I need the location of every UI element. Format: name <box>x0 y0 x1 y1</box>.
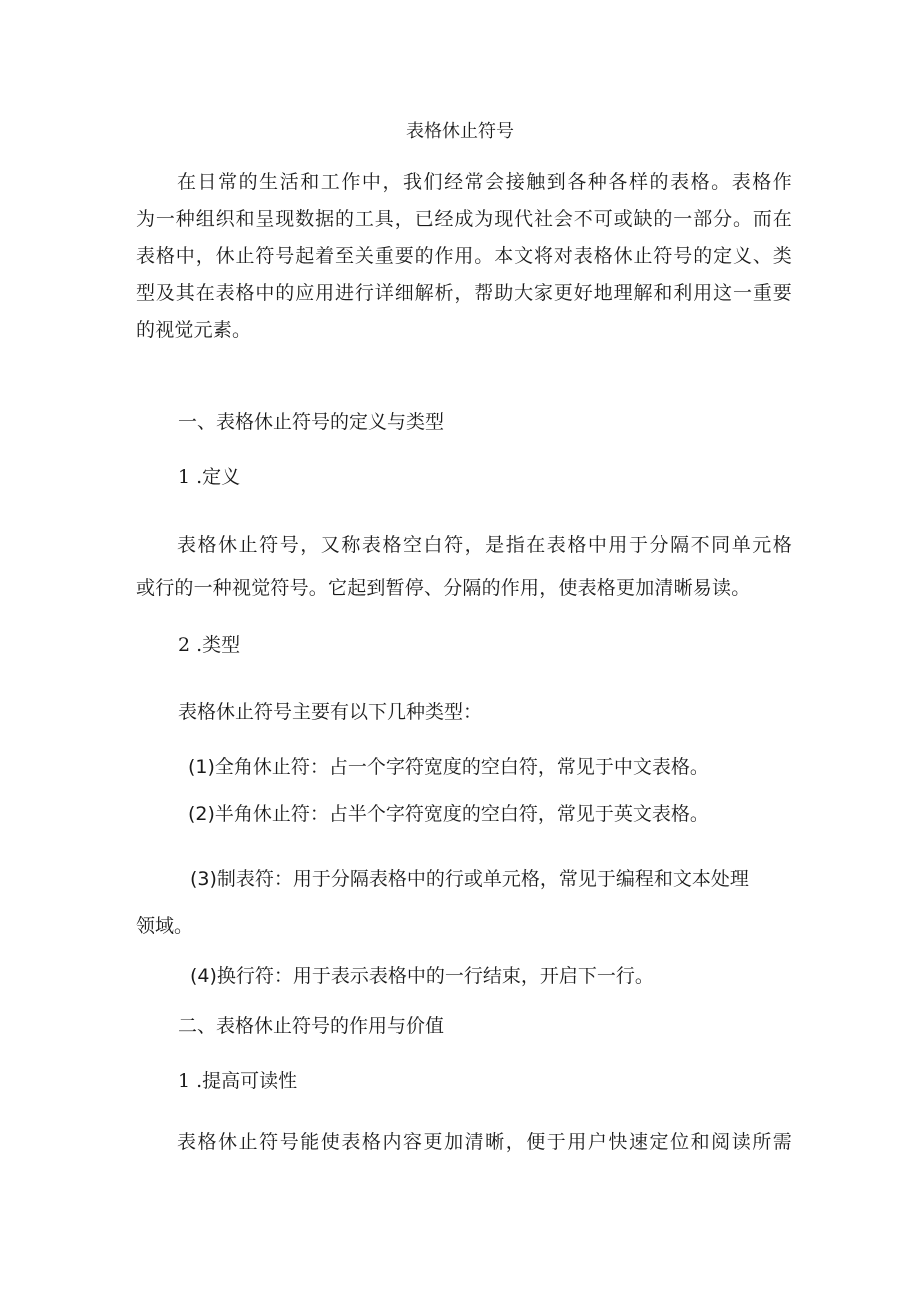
type-item-2-text: 半角休止符：占半个字符宽度的空白符，常见于英文表格。 <box>214 803 709 825</box>
document-title: 表格休止符号 <box>406 121 514 142</box>
section2-sub1-heading: 1 .提高可读性 <box>178 1070 298 1092</box>
types-lead: 表格休止符号主要有以下几种类型： <box>178 701 483 723</box>
type-item-2 <box>188 802 709 826</box>
type-item-4-number: (4) <box>190 965 217 987</box>
type-item-1-number: (1) <box>188 756 215 778</box>
intro-line-3: 表格中，休止符号起着至关重要的作用。本文将对表格休止符号的定义、类 <box>136 245 792 267</box>
type-item-3 <box>190 867 749 891</box>
definition-line-1: 表格休止符号，又称表格空白符，是指在表格中用于分隔不同单元格 <box>177 534 792 556</box>
type-item-2-number: (2) <box>188 803 215 825</box>
definition-line-2: 或行的一种视觉符号。它起到暂停、分隔的作用，使表格更加清晰易读。 <box>136 577 751 599</box>
intro-line-5: 的视觉元素。 <box>136 319 252 341</box>
type-item-1-text: 全角休止符：占一个字符宽度的空白符，常见于中文表格。 <box>214 756 709 778</box>
type-item-4-text: 换行符：用于表示表格中的一行结束，开启下一行。 <box>216 965 654 987</box>
intro-line-4: 型及其在表格中的应用进行详细解析，帮助大家更好地理解和利用这一重要 <box>136 282 792 304</box>
section1-heading: 一、表格休止符号的定义与类型 <box>178 411 445 433</box>
type-item-4 <box>190 964 654 988</box>
type-item-3-number: (3) <box>190 868 217 890</box>
section1-sub1-heading: 1 .定义 <box>178 466 241 488</box>
section1-sub2-heading: 2 .类型 <box>178 634 241 656</box>
intro-paragraph <box>136 164 792 349</box>
definition-paragraph <box>136 520 792 607</box>
intro-line-1: 在日常的生活和工作中，我们经常会接触到各种各样的表格。表格作 <box>177 171 792 193</box>
intro-line-2: 为一种组织和呈现数据的工具，已经成为现代社会不可或缺的一部分。而在 <box>136 208 792 230</box>
readability-line-1: 表格休止符号能使表格内容更加清晰，便于用户快速定位和阅读所需 <box>177 1131 792 1153</box>
type-item-1 <box>188 755 709 779</box>
section2-heading: 二、表格休止符号的作用与价值 <box>178 1015 445 1037</box>
type-item-3-continuation: 领域。 <box>136 915 194 937</box>
type-item-3-text: 制表符：用于分隔表格中的行或单元格，常见于编程和文本处理 <box>216 868 749 890</box>
readability-paragraph <box>136 1124 792 1161</box>
